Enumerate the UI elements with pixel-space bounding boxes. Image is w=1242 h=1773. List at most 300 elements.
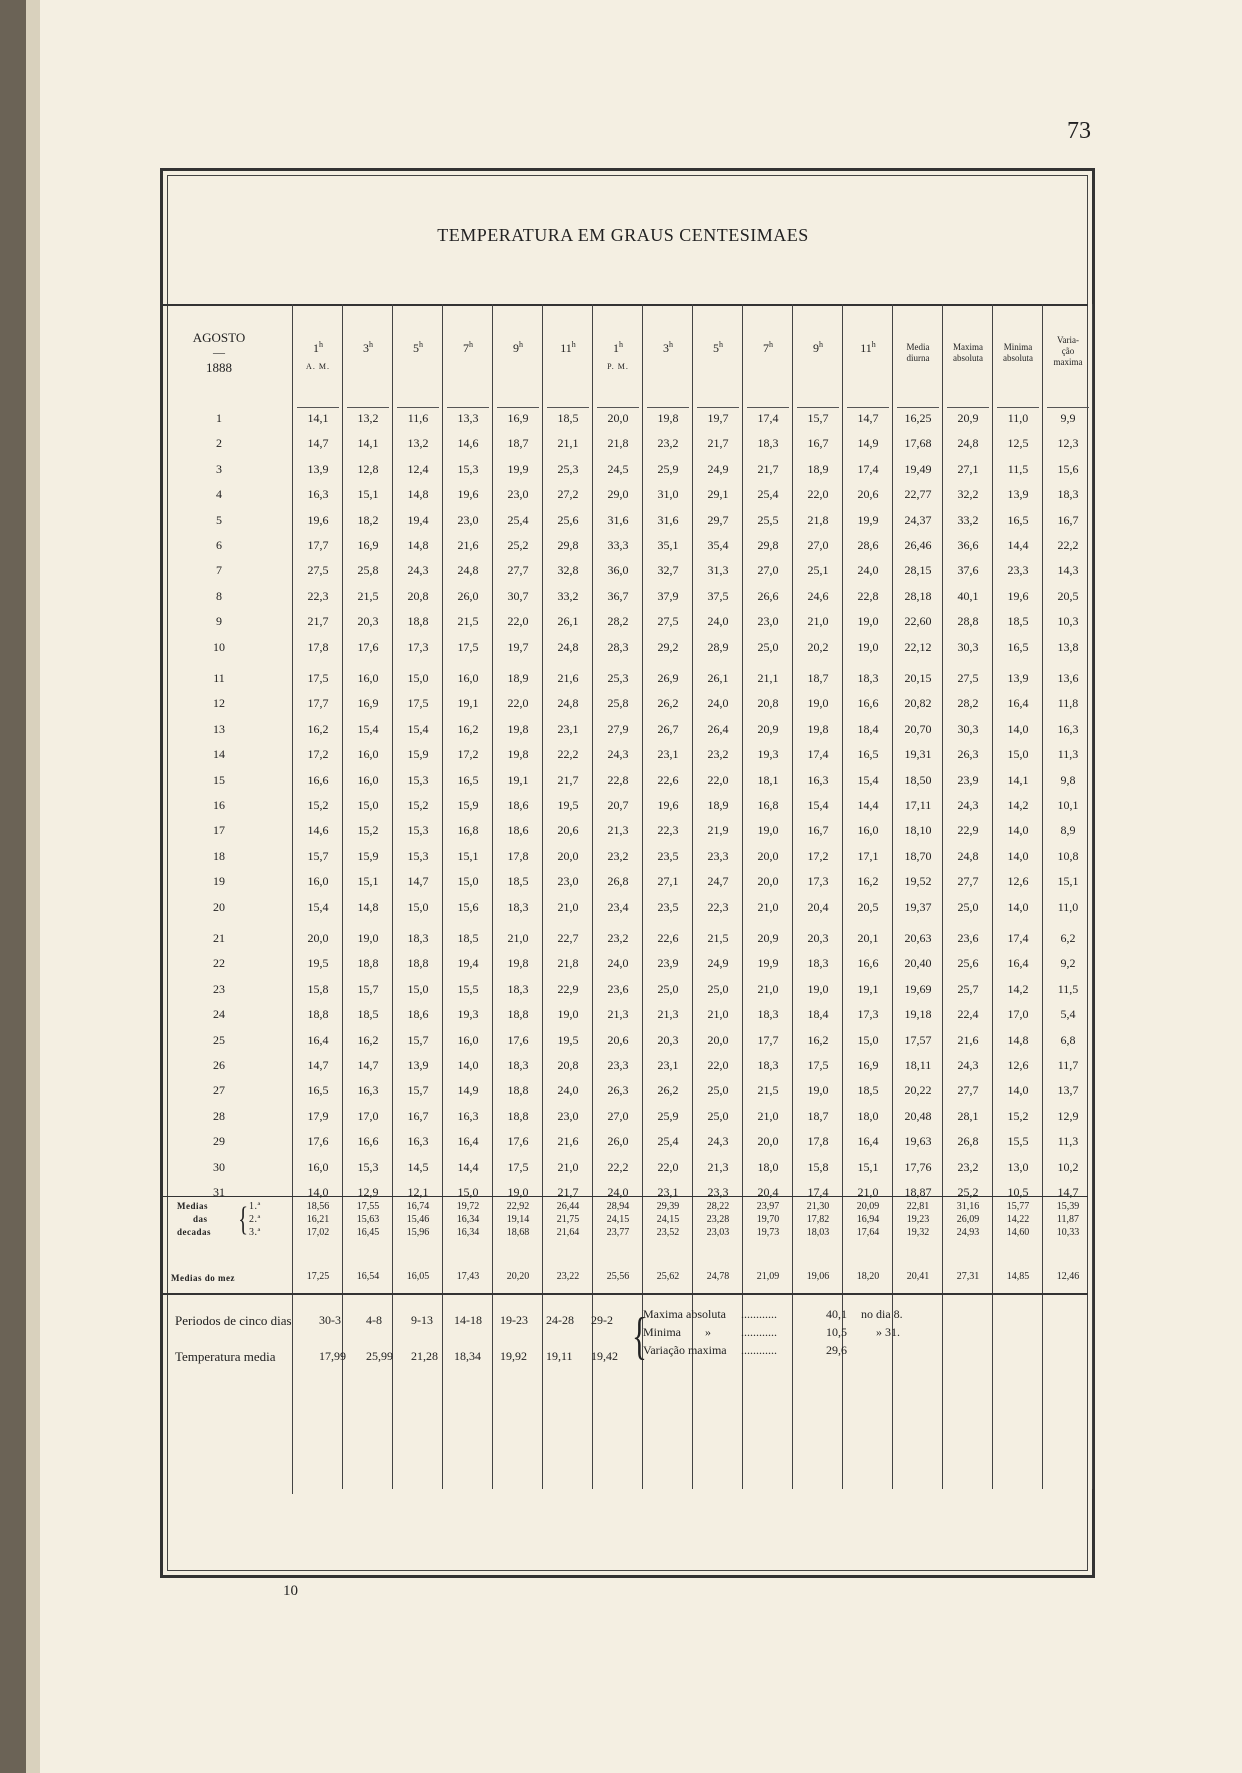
column-divider bbox=[942, 304, 943, 1489]
table-cell: 17,7 bbox=[307, 538, 329, 552]
hour-suffix: h bbox=[619, 340, 623, 349]
table-cell: 18,3 bbox=[507, 899, 529, 914]
table-cell: 19,18 bbox=[904, 1007, 932, 1022]
table-cell: 24,3 bbox=[957, 1058, 979, 1072]
header-hour bbox=[543, 341, 593, 363]
table-cell: 25,0 bbox=[757, 639, 779, 654]
period-range: 19-23 bbox=[500, 1313, 528, 1327]
table-cell: 21,0 bbox=[757, 899, 779, 914]
table-cell: 14,3 bbox=[1057, 563, 1079, 578]
month-mean-cell: 24,78 bbox=[706, 1271, 730, 1282]
table-cell: 14,8 bbox=[407, 538, 429, 552]
table-cell: 17,3 bbox=[807, 874, 829, 889]
table-cell: 32,7 bbox=[657, 563, 679, 578]
table-cell: 24,9 bbox=[707, 461, 729, 476]
table-cell: 18,2 bbox=[357, 512, 379, 527]
table-cell: 27,2 bbox=[557, 487, 579, 502]
table-cell: 18,10 bbox=[904, 823, 932, 838]
table-cell: 18,5 bbox=[557, 411, 579, 425]
hour-number: 9 bbox=[813, 341, 819, 355]
header-variacao-line: maxima bbox=[1053, 357, 1083, 367]
table-cell: 18,3 bbox=[507, 1058, 529, 1072]
column-divider bbox=[1092, 304, 1093, 1489]
periods-label: Periodos de cinco dias bbox=[175, 1313, 292, 1328]
header-underline bbox=[497, 407, 539, 408]
day-label: 13 bbox=[213, 721, 225, 736]
table-cell: 14,7 bbox=[357, 1058, 379, 1072]
table-cell: 24,3 bbox=[607, 747, 629, 762]
table-cell: 16,6 bbox=[307, 772, 329, 787]
header-underline bbox=[547, 407, 589, 408]
table-cell: 17,6 bbox=[357, 639, 379, 654]
table-cell: 21,6 bbox=[557, 671, 579, 685]
table-cell: 17,0 bbox=[1007, 1007, 1029, 1022]
table-cell: 19,8 bbox=[807, 721, 829, 736]
decade-cell: 14,60 bbox=[1006, 1227, 1030, 1238]
table-cell: 25,8 bbox=[357, 563, 379, 578]
table-cell: 21,8 bbox=[557, 956, 579, 971]
header-hour bbox=[843, 341, 893, 363]
table-cell: 18,11 bbox=[904, 1058, 932, 1072]
hour-suffix: h bbox=[719, 340, 723, 349]
table-cell: 25,3 bbox=[557, 461, 579, 476]
table-cell: 31,6 bbox=[607, 512, 629, 527]
table-cell: 40,1 bbox=[957, 588, 979, 603]
table-cell: 26,7 bbox=[657, 721, 679, 736]
table-cell: 6,2 bbox=[1060, 931, 1076, 945]
decade-cell: 16,34 bbox=[456, 1227, 480, 1238]
table-cell: 22,6 bbox=[657, 931, 679, 945]
table-cell: 16,6 bbox=[857, 956, 879, 971]
hour-number: 9 bbox=[513, 341, 519, 355]
table-cell: 14,0 bbox=[1007, 899, 1029, 914]
table-cell: 24,0 bbox=[557, 1083, 579, 1098]
month-mean-cell: 18,20 bbox=[856, 1271, 880, 1282]
decade-cell: 19,23 bbox=[906, 1214, 930, 1225]
table-cell: 27,5 bbox=[307, 563, 329, 578]
title-rule bbox=[163, 304, 1088, 306]
table-cell: 16,3 bbox=[407, 1134, 429, 1149]
period-range: 29-2 bbox=[591, 1313, 613, 1327]
min-abs-ditto: » bbox=[705, 1325, 711, 1339]
var-max-value: 29,6 bbox=[826, 1343, 847, 1357]
table-cell: 19,7 bbox=[507, 639, 529, 654]
table-cell: 20,48 bbox=[904, 1108, 932, 1123]
table-cell: 11,5 bbox=[1057, 981, 1079, 996]
table-cell: 17,5 bbox=[307, 671, 329, 685]
table-cell: 15,7 bbox=[807, 411, 829, 425]
table-cell: 14,0 bbox=[457, 1058, 479, 1072]
decade-label: das bbox=[193, 1214, 208, 1224]
table-cell: 25,4 bbox=[507, 512, 529, 527]
table-cell: 24,8 bbox=[557, 696, 579, 711]
decade-cell: 28,22 bbox=[706, 1201, 730, 1212]
table-cell: 16,0 bbox=[857, 823, 879, 838]
table-cell: 19,8 bbox=[657, 411, 679, 425]
table-cell: 16,7 bbox=[807, 823, 829, 838]
day-label: 17 bbox=[213, 823, 225, 838]
table-cell: 26,46 bbox=[904, 538, 932, 552]
table-cell: 18,3 bbox=[757, 436, 779, 451]
table-cell: 18,5 bbox=[457, 931, 479, 945]
table-cell: 22,77 bbox=[904, 487, 932, 502]
decade-cell: 23,28 bbox=[706, 1214, 730, 1225]
month-mean-cell: 20,41 bbox=[906, 1271, 930, 1282]
table-cell: 25,0 bbox=[957, 899, 979, 914]
table-cell: 21,5 bbox=[707, 931, 729, 945]
month-mean-cell: 23,22 bbox=[556, 1271, 580, 1282]
table-cell: 22,3 bbox=[307, 588, 329, 603]
table-cell: 24,0 bbox=[607, 956, 629, 971]
table-cell: 19,6 bbox=[457, 487, 479, 502]
table-cell: 21,9 bbox=[707, 823, 729, 838]
footer-number: 10 bbox=[283, 1583, 298, 1599]
header-underline bbox=[647, 407, 689, 408]
table-cell: 23,2 bbox=[707, 747, 729, 762]
header-hour bbox=[493, 341, 543, 363]
table-cell: 12,6 bbox=[1007, 1058, 1029, 1072]
table-cell: 12,5 bbox=[1007, 436, 1029, 451]
table-cell: 19,8 bbox=[507, 747, 529, 762]
table-cell: 21,3 bbox=[607, 1007, 629, 1022]
table-cell: 15,2 bbox=[1007, 1108, 1029, 1123]
table-cell: 11,3 bbox=[1057, 747, 1079, 762]
header-hour bbox=[793, 341, 843, 363]
table-cell: 14,1 bbox=[357, 436, 379, 451]
table-cell: 16,5 bbox=[1007, 639, 1029, 654]
period-range: 4-8 bbox=[366, 1313, 382, 1327]
table-cell: 25,7 bbox=[957, 981, 979, 996]
table-cell: 13,2 bbox=[357, 411, 379, 425]
table-cell: 22,12 bbox=[904, 639, 932, 654]
decade-cell: 20,09 bbox=[856, 1201, 880, 1212]
table-cell: 14,2 bbox=[1007, 798, 1029, 812]
table-cell: 19,9 bbox=[857, 512, 879, 527]
decade-cell: 15,39 bbox=[1056, 1201, 1080, 1212]
table-cell: 22,8 bbox=[857, 588, 879, 603]
table-cell: 14,0 bbox=[307, 1185, 329, 1199]
hour-period: P. M. bbox=[607, 361, 629, 371]
table-cell: 18,0 bbox=[857, 1108, 879, 1123]
table-cell: 17,4 bbox=[857, 461, 879, 476]
table-cell: 18,8 bbox=[357, 956, 379, 971]
table-cell: 18,5 bbox=[507, 874, 529, 889]
table-cell: 25,0 bbox=[707, 981, 729, 996]
table-cell: 18,3 bbox=[1057, 487, 1079, 502]
table-cell: 14,8 bbox=[407, 487, 429, 502]
table-cell: 25,0 bbox=[707, 1108, 729, 1123]
table-cell: 17,4 bbox=[807, 1185, 829, 1199]
hour-suffix: h bbox=[819, 340, 823, 349]
table-cell: 23,1 bbox=[657, 1058, 679, 1072]
table-cell: 20,40 bbox=[904, 956, 932, 971]
table-cell: 16,2 bbox=[857, 874, 879, 889]
table-cell: 16,3 bbox=[457, 1108, 479, 1123]
table-cell: 21,5 bbox=[457, 614, 479, 629]
decade-cell: 23,52 bbox=[656, 1227, 680, 1238]
table-cell: 22,0 bbox=[507, 614, 529, 629]
header-hour bbox=[343, 341, 393, 363]
table-cell: 17,6 bbox=[507, 1032, 529, 1047]
table-cell: 17,2 bbox=[457, 747, 479, 762]
table-cell: 16,9 bbox=[857, 1058, 879, 1072]
table-cell: 19,1 bbox=[857, 981, 879, 996]
table-cell: 25,0 bbox=[657, 981, 679, 996]
table-cell: 23,0 bbox=[557, 874, 579, 889]
table-cell: 16,5 bbox=[457, 772, 479, 787]
day-label: 4 bbox=[216, 487, 222, 502]
decade-rule bbox=[163, 1196, 1088, 1197]
table-cell: 17,5 bbox=[407, 696, 429, 711]
decade-cell: 23,77 bbox=[606, 1227, 630, 1238]
max-abs-value: 40,1 bbox=[826, 1307, 847, 1321]
table-cell: 13,9 bbox=[1007, 671, 1029, 685]
table-cell: 20,8 bbox=[757, 696, 779, 711]
hour-suffix: h bbox=[519, 340, 523, 349]
table-cell: 18,4 bbox=[857, 721, 879, 736]
table-cell: 16,5 bbox=[857, 747, 879, 762]
table-cell: 15,8 bbox=[307, 981, 329, 996]
table-cell: 12,6 bbox=[1007, 874, 1029, 889]
day-label: 23 bbox=[213, 981, 225, 996]
table-cell: 28,18 bbox=[904, 588, 932, 603]
table-cell: 17,8 bbox=[807, 1134, 829, 1149]
month-mean-cell: 16,05 bbox=[406, 1271, 430, 1282]
table-cell: 19,3 bbox=[757, 747, 779, 762]
day-label: 18 bbox=[213, 848, 225, 863]
decade-cell: 17,02 bbox=[306, 1227, 330, 1238]
table-cell: 21,1 bbox=[557, 436, 579, 451]
hour-suffix: h bbox=[769, 340, 773, 349]
table-cell: 17,4 bbox=[757, 411, 779, 425]
table-cell: 22,3 bbox=[707, 899, 729, 914]
table-bottom-rule bbox=[163, 1293, 1088, 1295]
table-cell: 14,0 bbox=[1007, 823, 1029, 838]
var-max-label: Variação maxima bbox=[643, 1343, 727, 1357]
table-cell: 15,4 bbox=[407, 721, 429, 736]
table-cell: 5,4 bbox=[1060, 1007, 1076, 1022]
decade-cell: 16,34 bbox=[456, 1214, 480, 1225]
header-year: 1888 bbox=[206, 360, 232, 375]
header-hour bbox=[293, 341, 343, 371]
table-cell: 22,3 bbox=[657, 823, 679, 838]
table-cell: 15,7 bbox=[407, 1083, 429, 1098]
table-cell: 18,87 bbox=[904, 1185, 932, 1199]
month-mean-cell: 12,46 bbox=[1056, 1271, 1080, 1282]
table-cell: 23,0 bbox=[557, 1108, 579, 1123]
table-cell: 21,0 bbox=[707, 1007, 729, 1022]
table-cell: 17,5 bbox=[457, 639, 479, 654]
header-maxima-line: absoluta bbox=[953, 353, 983, 363]
table-cell: 30,3 bbox=[957, 721, 979, 736]
table-cell: 9,9 bbox=[1060, 411, 1076, 425]
decade-cell: 26,44 bbox=[556, 1201, 580, 1212]
decade-ordinal: 2.ª bbox=[249, 1214, 261, 1225]
day-label: 6 bbox=[216, 538, 222, 552]
table-cell: 31,3 bbox=[707, 563, 729, 578]
table-cell: 10,1 bbox=[1057, 798, 1079, 812]
table-cell: 21,7 bbox=[557, 772, 579, 787]
table-cell: 32,8 bbox=[557, 563, 579, 578]
table-cell: 27,0 bbox=[807, 538, 829, 552]
table-cell: 25,2 bbox=[507, 538, 529, 552]
hour-number: 5 bbox=[713, 341, 719, 355]
header-maxima-line: Maxima bbox=[953, 342, 983, 352]
column-divider bbox=[392, 304, 393, 1489]
table-cell: 13,9 bbox=[407, 1058, 429, 1072]
table-cell: 23,0 bbox=[757, 614, 779, 629]
table-cell: 16,3 bbox=[307, 487, 329, 502]
header-variacao-line: Varia- bbox=[1057, 335, 1079, 345]
decade-cell: 22,81 bbox=[906, 1201, 930, 1212]
table-cell: 16,8 bbox=[757, 798, 779, 812]
table-cell: 15,1 bbox=[357, 874, 379, 889]
hour-number: 3 bbox=[363, 341, 369, 355]
table-cell: 29,0 bbox=[607, 487, 629, 502]
table-cell: 22,0 bbox=[707, 1058, 729, 1072]
day-label: 28 bbox=[213, 1108, 225, 1123]
table-cell: 18,9 bbox=[807, 461, 829, 476]
decade-cell: 15,63 bbox=[356, 1214, 380, 1225]
table-cell: 18,6 bbox=[507, 798, 529, 812]
header-underline bbox=[447, 407, 489, 408]
header-underline bbox=[697, 407, 739, 408]
table-cell: 15,3 bbox=[357, 1159, 379, 1174]
table-cell: 28,9 bbox=[707, 639, 729, 654]
table-cell: 14,4 bbox=[457, 1159, 479, 1174]
table-cell: 13,3 bbox=[457, 411, 479, 425]
decade-cell: 26,09 bbox=[956, 1214, 980, 1225]
table-cell: 28,8 bbox=[957, 614, 979, 629]
table-cell: 21,0 bbox=[807, 614, 829, 629]
decade-cell: 23,03 bbox=[706, 1227, 730, 1238]
table-cell: 26,9 bbox=[657, 671, 679, 685]
table-cell: 15,4 bbox=[807, 798, 829, 812]
day-label: 5 bbox=[216, 512, 222, 527]
table-cell: 17,57 bbox=[904, 1032, 932, 1047]
table-cell: 29,8 bbox=[757, 538, 779, 552]
table-cell: 25,9 bbox=[657, 461, 679, 476]
table-cell: 20,0 bbox=[607, 411, 629, 425]
table-cell: 24,0 bbox=[707, 614, 729, 629]
table-cell: 17,5 bbox=[507, 1159, 529, 1174]
table-cell: 20,3 bbox=[657, 1032, 679, 1047]
table-cell: 15,6 bbox=[1057, 461, 1079, 476]
table-cell: 26,0 bbox=[457, 588, 479, 603]
table-cell: 17,6 bbox=[507, 1134, 529, 1149]
table-cell: 14,5 bbox=[407, 1159, 429, 1174]
table-cell: 20,15 bbox=[904, 671, 932, 685]
table-cell: 25,4 bbox=[657, 1134, 679, 1149]
table-cell: 14,8 bbox=[357, 899, 379, 914]
table-cell: 26,8 bbox=[957, 1134, 979, 1149]
table-cell: 25,6 bbox=[957, 956, 979, 971]
min-abs-value: 10,5 bbox=[826, 1325, 847, 1339]
table-cell: 26,1 bbox=[707, 671, 729, 685]
table-cell: 16,5 bbox=[1007, 512, 1029, 527]
table-cell: 20,82 bbox=[904, 696, 932, 711]
table-cell: 21,5 bbox=[757, 1083, 779, 1098]
header-hour bbox=[643, 341, 693, 363]
table-cell: 26,3 bbox=[957, 747, 979, 762]
table-cell: 14,7 bbox=[1057, 1185, 1079, 1199]
table-cell: 11,7 bbox=[1057, 1058, 1079, 1072]
table-cell: 27,7 bbox=[957, 874, 979, 889]
day-label: 31 bbox=[213, 1185, 225, 1199]
table-cell: 16,0 bbox=[457, 1032, 479, 1047]
table-cell: 23,2 bbox=[607, 931, 629, 945]
header-dash: — bbox=[213, 345, 225, 359]
table-cell: 6,8 bbox=[1060, 1032, 1076, 1047]
table-cell: 20,3 bbox=[357, 614, 379, 629]
decade-cell: 21,64 bbox=[556, 1227, 580, 1238]
table-cell: 21,0 bbox=[857, 1185, 879, 1199]
decade-label: decadas bbox=[177, 1227, 212, 1237]
table-cell: 20,6 bbox=[557, 823, 579, 838]
table-cell: 16,0 bbox=[307, 874, 329, 889]
table-cell: 18,8 bbox=[407, 614, 429, 629]
table-cell: 19,49 bbox=[904, 461, 932, 476]
decade-cell: 23,97 bbox=[756, 1201, 780, 1212]
table-cell: 16,3 bbox=[807, 772, 829, 787]
table-cell: 26,6 bbox=[757, 588, 779, 603]
table-cell: 17,3 bbox=[857, 1007, 879, 1022]
table-cell: 24,6 bbox=[807, 588, 829, 603]
table-cell: 16,3 bbox=[357, 1083, 379, 1098]
decade-cell: 17,82 bbox=[806, 1214, 830, 1225]
table-cell: 19,1 bbox=[507, 772, 529, 787]
table-cell: 15,0 bbox=[857, 1032, 879, 1047]
table-cell: 19,0 bbox=[357, 931, 379, 945]
table-cell: 27,0 bbox=[607, 1108, 629, 1123]
table-cell: 23,3 bbox=[607, 1058, 629, 1072]
header-minima-line: absoluta bbox=[1003, 353, 1033, 363]
table-cell: 24,3 bbox=[957, 798, 979, 812]
hour-suffix: h bbox=[469, 340, 473, 349]
decade-cell: 19,73 bbox=[756, 1227, 780, 1238]
table-cell: 27,7 bbox=[957, 1083, 979, 1098]
table-cell: 22,7 bbox=[557, 931, 579, 945]
table-cell: 11,5 bbox=[1007, 461, 1029, 476]
table-cell: 22,60 bbox=[904, 614, 932, 629]
table-cell: 12,9 bbox=[357, 1185, 379, 1199]
decade-brace: { bbox=[238, 1201, 249, 1238]
month-mean-cell: 17,43 bbox=[456, 1271, 480, 1282]
hour-number: 7 bbox=[463, 341, 469, 355]
table-cell: 20,5 bbox=[1057, 588, 1079, 603]
hour-suffix: h bbox=[319, 340, 323, 349]
table-cell: 19,4 bbox=[457, 956, 479, 971]
table-cell: 9,2 bbox=[1060, 956, 1076, 971]
table-cell: 17,68 bbox=[904, 436, 932, 451]
table-cell: 22,0 bbox=[507, 696, 529, 711]
table-cell: 13,9 bbox=[1007, 487, 1029, 502]
page-number: 73 bbox=[1067, 118, 1091, 144]
decade-cell: 24,15 bbox=[606, 1214, 630, 1225]
hour-period: A. M. bbox=[306, 361, 330, 371]
table-cell: 18,6 bbox=[507, 823, 529, 838]
table-cell: 21,0 bbox=[757, 981, 779, 996]
table-cell: 16,9 bbox=[357, 538, 379, 552]
table-cell: 23,1 bbox=[657, 747, 679, 762]
min-abs-dots: ............ bbox=[741, 1325, 777, 1339]
table-cell: 15,0 bbox=[407, 899, 429, 914]
table-cell: 18,8 bbox=[407, 956, 429, 971]
day-label: 29 bbox=[213, 1134, 225, 1149]
table-cell: 22,0 bbox=[657, 1159, 679, 1174]
table-cell: 18,3 bbox=[807, 956, 829, 971]
table-cell: 26,8 bbox=[607, 874, 629, 889]
